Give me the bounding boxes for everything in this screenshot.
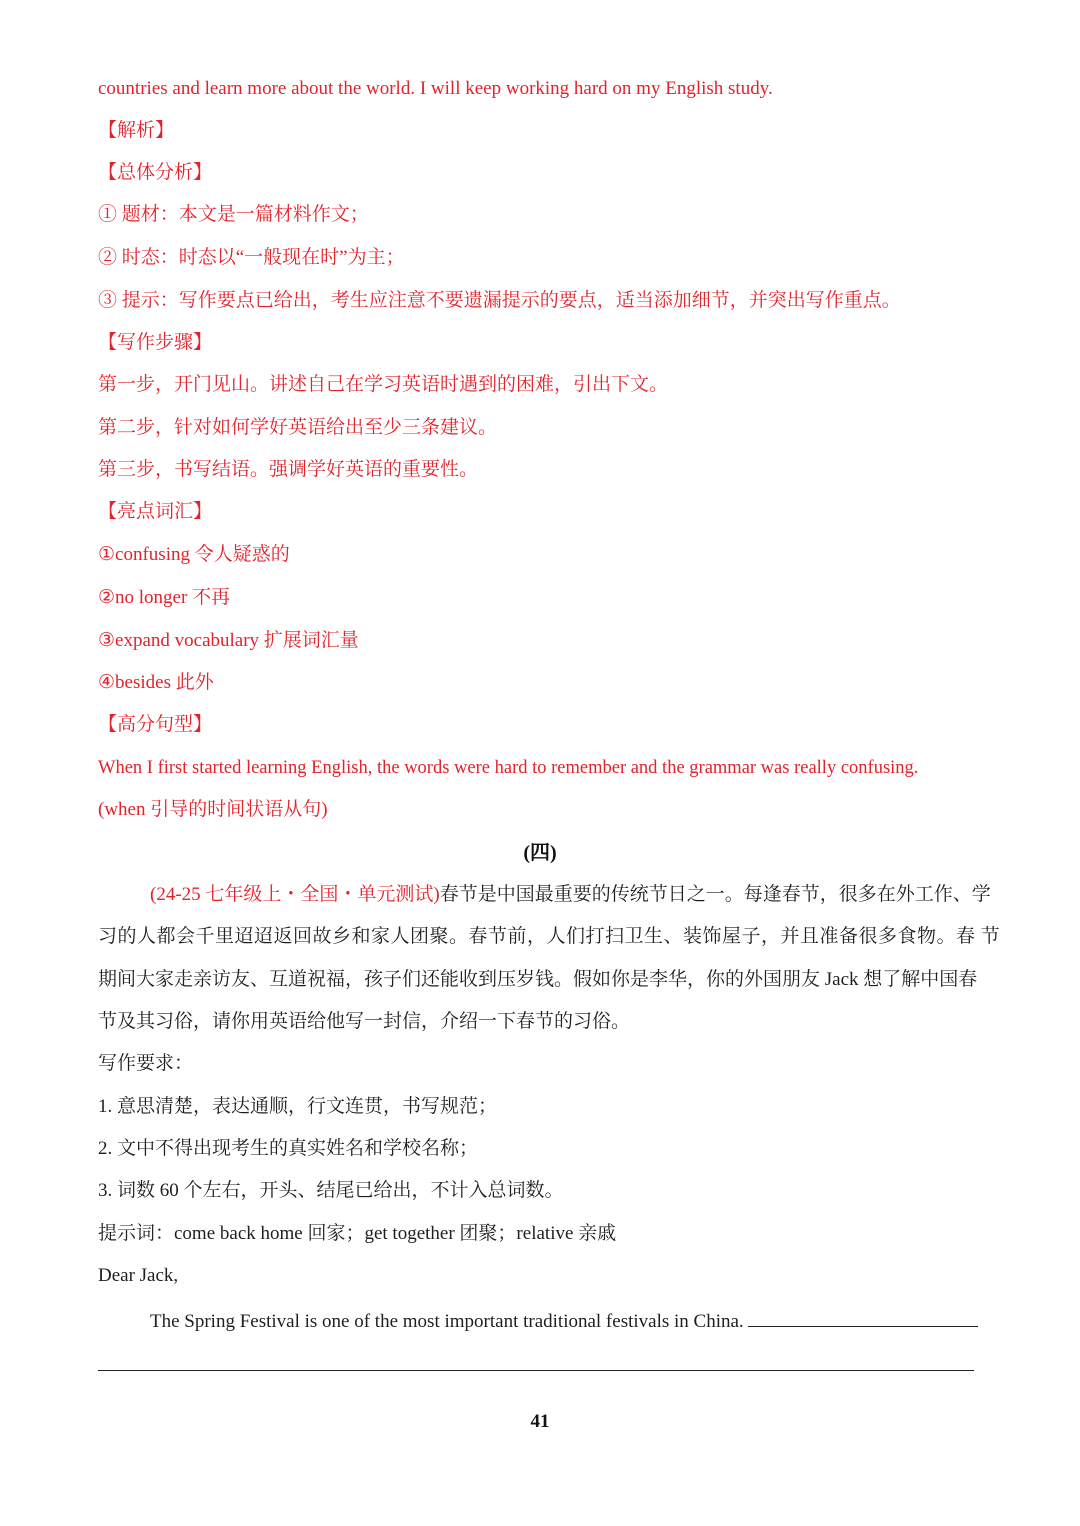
overall-item-1: ① 题材：本文是一篇材料作文；	[98, 204, 369, 225]
letter-opening-line	[150, 1306, 982, 1335]
jiexi-heading: 【解析】	[98, 120, 175, 141]
vocab-item-1: ①confusing 令人疑惑的	[98, 544, 290, 565]
overall-analysis-heading: 【总体分析】	[98, 162, 213, 183]
overall-item-2: ② 时态：时态以“一般现在时”为主；	[98, 247, 405, 268]
overall-item-3: ③ 提示：写作要点已给出，考生应注意不要遗漏提示的要点，适当添加细节，并突出写作重点。	[98, 290, 901, 311]
requirements-heading: 写作要求：	[98, 1053, 194, 1074]
writing-step-3: 第三步，书写结语。强调学好英语的重要性。	[98, 459, 479, 480]
high-score-sentence: When I first started learning English, the words were hard to remember and the grammar was really confusing.	[98, 758, 919, 778]
requirement-1: 1. 意思清楚，表达通顺，行文连贯，书写规范；	[98, 1096, 498, 1117]
vocab-heading: 【亮点词汇】	[98, 501, 213, 522]
answer-blank[interactable]	[748, 1306, 978, 1327]
salutation: Dear Jack,	[98, 1265, 179, 1286]
section-title: (四)	[523, 842, 557, 864]
vocab-item-2: ②no longer 不再	[98, 587, 231, 608]
page-number: 41	[530, 1411, 550, 1432]
writing-steps-heading: 【写作步骤】	[98, 332, 213, 353]
intro-text-1: 春节是中国最重要的传统节日之一。每逢春节，很多在外工作、学	[439, 884, 991, 905]
letter-opening: The Spring Festival is one of the most important traditional festivals in China.	[150, 1311, 744, 1332]
vocab-item-3: ③expand vocabulary 扩展词汇量	[98, 630, 359, 651]
writing-step-2: 第二步，针对如何学好英语给出至少三条建议。	[98, 417, 498, 438]
requirement-3: 3. 词数 60 个左右，开头、结尾已给出，不计入总词数。	[98, 1180, 564, 1201]
sentence-heading: 【高分句型】	[98, 714, 213, 735]
answer-rule-line[interactable]	[98, 1370, 974, 1371]
sentence-note: (when 引导的时间状语从句)	[98, 799, 328, 820]
answer-continuation: countries and learn more about the world. I will keep working hard on my English study.	[98, 78, 773, 99]
intro-line-3: 期间大家走亲访友、互道祝福，孩子们还能收到压岁钱。假如你是李华，你的外国朋友 Jack 想了解中国春	[98, 969, 978, 990]
source-tag: (24-25 七年级上・全国・单元测试)	[150, 884, 440, 905]
intro-line-4: 节及其习俗，请你用英语给他写一封信，介绍一下春节的习俗。	[98, 1011, 631, 1032]
requirement-2: 2. 文中不得出现考生的真实姓名和学校名称；	[98, 1138, 479, 1159]
intro-line-1	[150, 882, 991, 908]
vocab-item-4: ④besides 此外	[98, 672, 214, 693]
writing-step-1: 第一步，开门见山。讲述自己在学习英语时遇到的困难，引出下文。	[98, 374, 669, 395]
hint-words: 提示词：come back home 回家；get together 团聚；relative 亲戚	[98, 1223, 617, 1244]
intro-line-2: 习的人都会千里迢迢返回故乡和家人团聚。春节前，人们打扫卫生、装饰屋子，并且准备很多食物。春 节	[98, 926, 1001, 947]
